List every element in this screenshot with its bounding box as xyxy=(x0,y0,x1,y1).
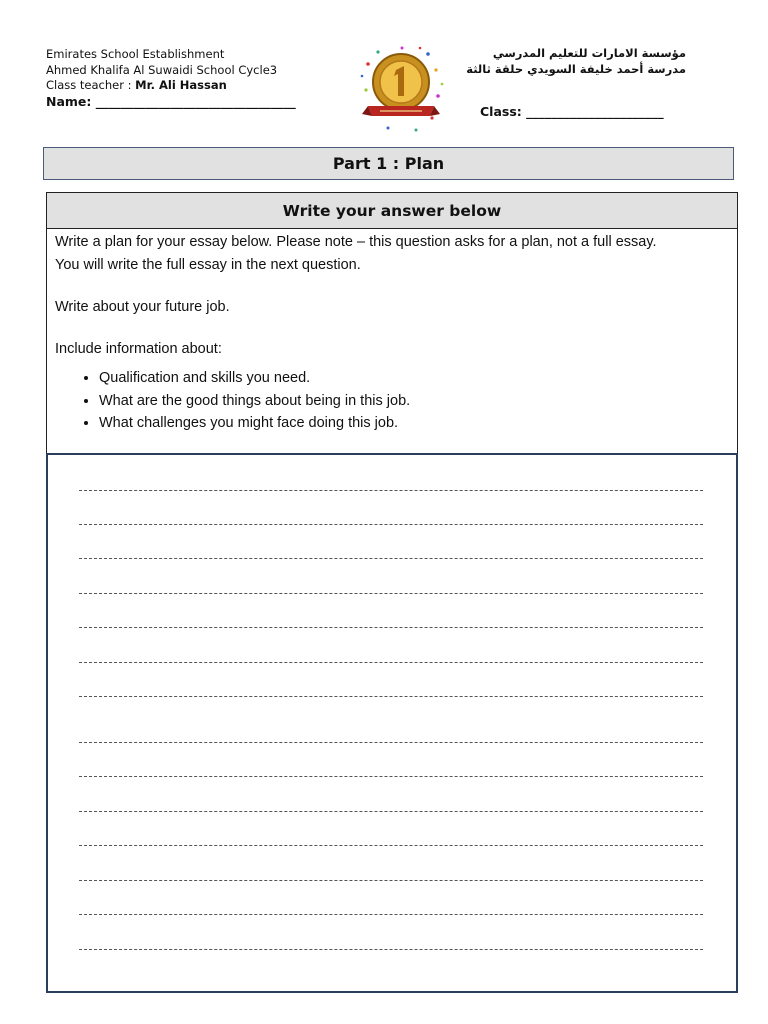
teacher-name: Mr. Ali Hassan xyxy=(135,78,227,92)
writing-line[interactable] xyxy=(79,880,703,881)
teacher-label: Class teacher : xyxy=(46,78,136,92)
question-prompt xyxy=(46,228,738,454)
gold-medal-logo xyxy=(358,44,444,134)
writing-line[interactable] xyxy=(79,696,703,697)
school-establishment: Emirates School Establishment xyxy=(46,47,225,61)
writing-line[interactable] xyxy=(79,811,703,812)
writing-line[interactable] xyxy=(79,742,703,743)
instruction-line-2: You will write the full essay in the next question. xyxy=(55,257,361,273)
writing-line[interactable] xyxy=(79,845,703,846)
class-field[interactable]: Class: ______________________ xyxy=(480,104,664,119)
answer-writing-area[interactable] xyxy=(46,453,738,993)
essay-topic: Write about your future job. xyxy=(55,299,230,315)
writing-line[interactable] xyxy=(79,593,703,594)
requirements-list xyxy=(55,367,729,435)
school-info-arabic xyxy=(466,45,686,77)
list-item: • Qualification and skills you need. xyxy=(99,367,729,390)
name-field[interactable]: Name: ________________________________ xyxy=(46,93,296,109)
list-item: • What challenges you might face doing this job. xyxy=(99,412,729,435)
writing-line[interactable] xyxy=(79,662,703,663)
writing-line[interactable] xyxy=(79,776,703,777)
answer-heading: Write your answer below xyxy=(46,192,738,229)
part-title: Part 1 : Plan xyxy=(43,147,734,180)
instruction-line-1: Write a plan for your essay below. Please note – this question asks for a plan, not a full essay. xyxy=(55,234,657,250)
writing-line[interactable] xyxy=(79,524,703,525)
writing-line[interactable] xyxy=(79,490,703,491)
school-name: Ahmed Khalifa Al Suwaidi School Cycle3 xyxy=(46,62,278,77)
include-label: Include information about: xyxy=(55,341,222,357)
establishment-arabic: مؤسسة الامارات للتعليم المدرسي xyxy=(492,46,686,60)
school-name-arabic: مدرسة أحمد خليفة السويدي حلقة ثالثة xyxy=(466,62,686,76)
writing-line[interactable] xyxy=(79,627,703,628)
writing-line[interactable] xyxy=(79,949,703,950)
list-item: • What are the good things about being in this job. xyxy=(99,390,729,413)
writing-line[interactable] xyxy=(79,558,703,559)
class-teacher xyxy=(46,78,296,94)
school-info xyxy=(46,47,296,109)
writing-line[interactable] xyxy=(79,914,703,915)
